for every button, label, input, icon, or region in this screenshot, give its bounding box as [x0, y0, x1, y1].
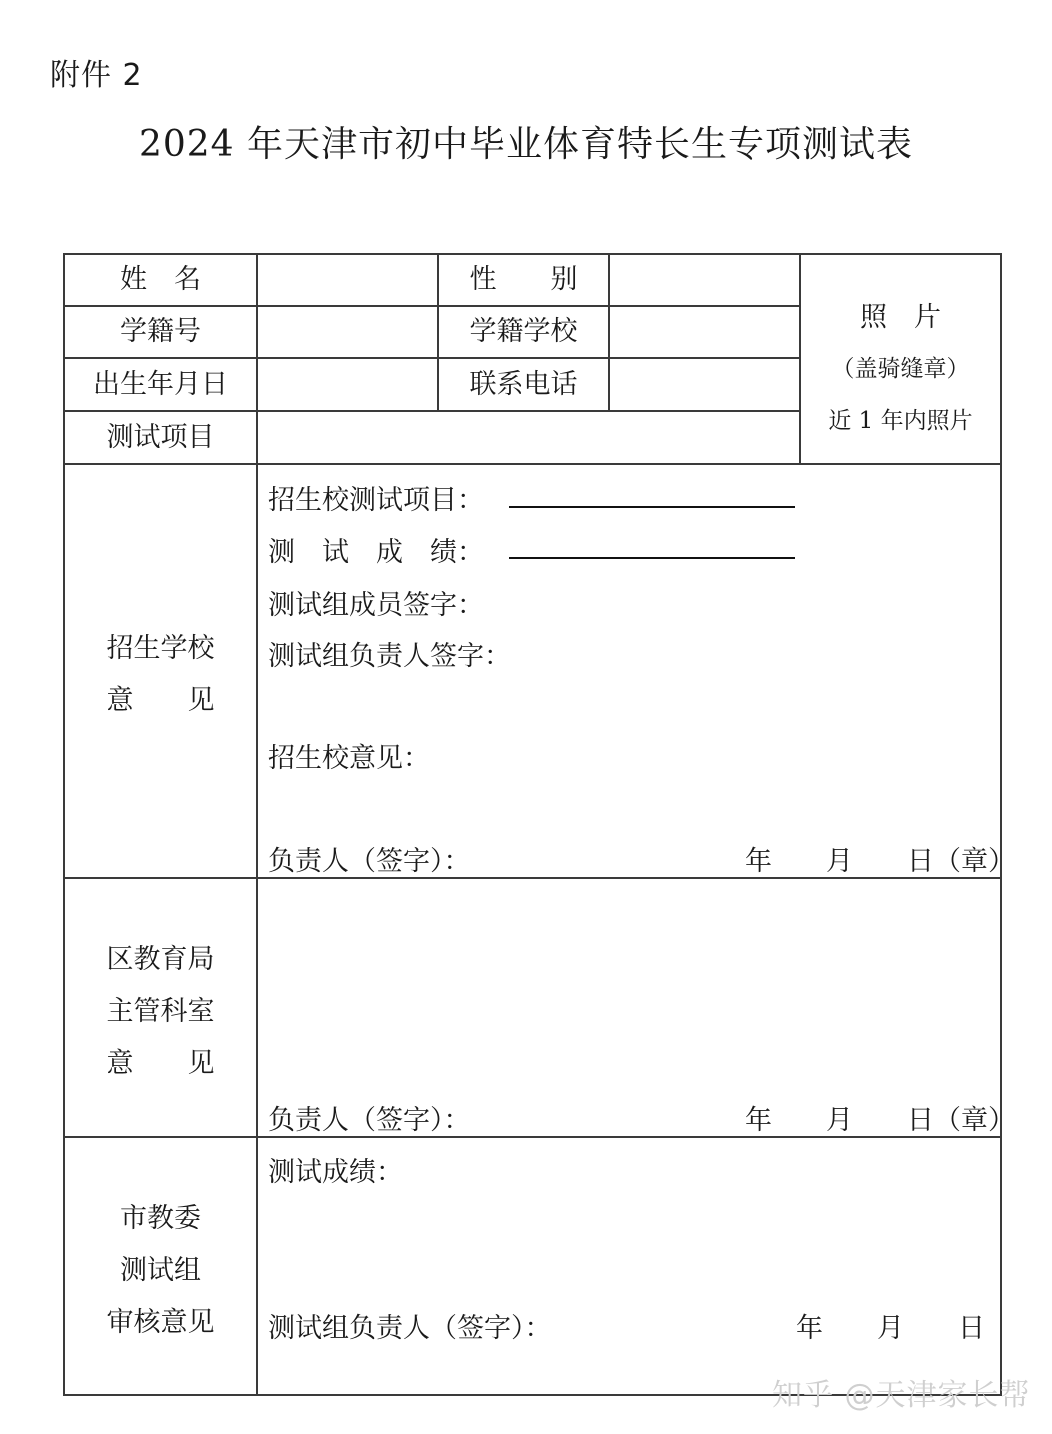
- school-score-label: 测 试 成 绩：: [268, 537, 484, 568]
- gender-field[interactable]: [610, 254, 799, 305]
- city-label-line3: 审核意见: [106, 1307, 215, 1338]
- birth-field[interactable]: [258, 359, 437, 410]
- school-date-label: 年 月 日（章）: [745, 846, 1015, 877]
- city-label-line1: 市教委: [120, 1203, 201, 1234]
- name-label: 姓 名: [120, 264, 201, 295]
- city-leader-sign-label: 测试组负责人（签字）：: [268, 1313, 552, 1344]
- school-responsible-label: 负责人（签字）：: [268, 846, 471, 877]
- birth-label: 出生年月日: [93, 369, 228, 400]
- district-label-line1: 区教育局: [106, 944, 215, 975]
- school-test-item-field[interactable]: [509, 506, 795, 508]
- school-opinion-text-label: 招生校意见：: [268, 743, 430, 774]
- school-opinion-label-line1: 招生学校: [106, 633, 215, 664]
- district-opinion-label: [64, 934, 257, 1090]
- phone-label: 联系电话: [469, 369, 578, 400]
- name-field[interactable]: [258, 254, 437, 305]
- city-date-label: 年 月 日: [796, 1313, 985, 1344]
- district-date-label: 年 月 日（章）: [745, 1105, 1015, 1136]
- photo-title: 照 片: [860, 302, 941, 333]
- school-test-item-label: 招生校测试项目：: [268, 485, 484, 516]
- test-item-label: 测试项目: [106, 422, 215, 453]
- gender-label: 性 别: [469, 264, 578, 295]
- city-label-line2: 测试组: [120, 1255, 201, 1286]
- city-review-label: [64, 1193, 257, 1349]
- page-title: 2024 年天津市初中毕业体育特长生专项测试表: [138, 124, 914, 165]
- student-id-label: 学籍号: [120, 316, 201, 347]
- phone-field[interactable]: [610, 359, 799, 410]
- school-field[interactable]: [610, 306, 799, 357]
- student-id-field[interactable]: [258, 306, 437, 357]
- school-score-field[interactable]: [509, 557, 795, 559]
- district-label-line3: 意 见: [106, 1048, 215, 1079]
- city-score-label: 测试成绩：: [268, 1157, 403, 1188]
- school-opinion-label: [64, 623, 257, 727]
- photo-note-seal: （盖骑缝章）: [831, 356, 970, 382]
- school-opinion-label-line2: 意 见: [106, 685, 215, 716]
- photo-note-recent: 近 1 年内照片: [828, 408, 973, 434]
- school-label: 学籍学校: [469, 316, 578, 347]
- district-label-line2: 主管科室: [106, 996, 215, 1027]
- watermark: 知乎 @天津家长帮: [772, 1378, 1031, 1413]
- members-sign-label: 测试组成员签字：: [268, 590, 484, 621]
- table-border-right: [1000, 253, 1002, 1396]
- test-item-field[interactable]: [258, 412, 799, 463]
- leader-sign-label: 测试组负责人签字：: [268, 641, 511, 672]
- attachment-label: 附件 2: [50, 58, 143, 93]
- district-responsible-label: 负责人（签字）：: [268, 1105, 471, 1136]
